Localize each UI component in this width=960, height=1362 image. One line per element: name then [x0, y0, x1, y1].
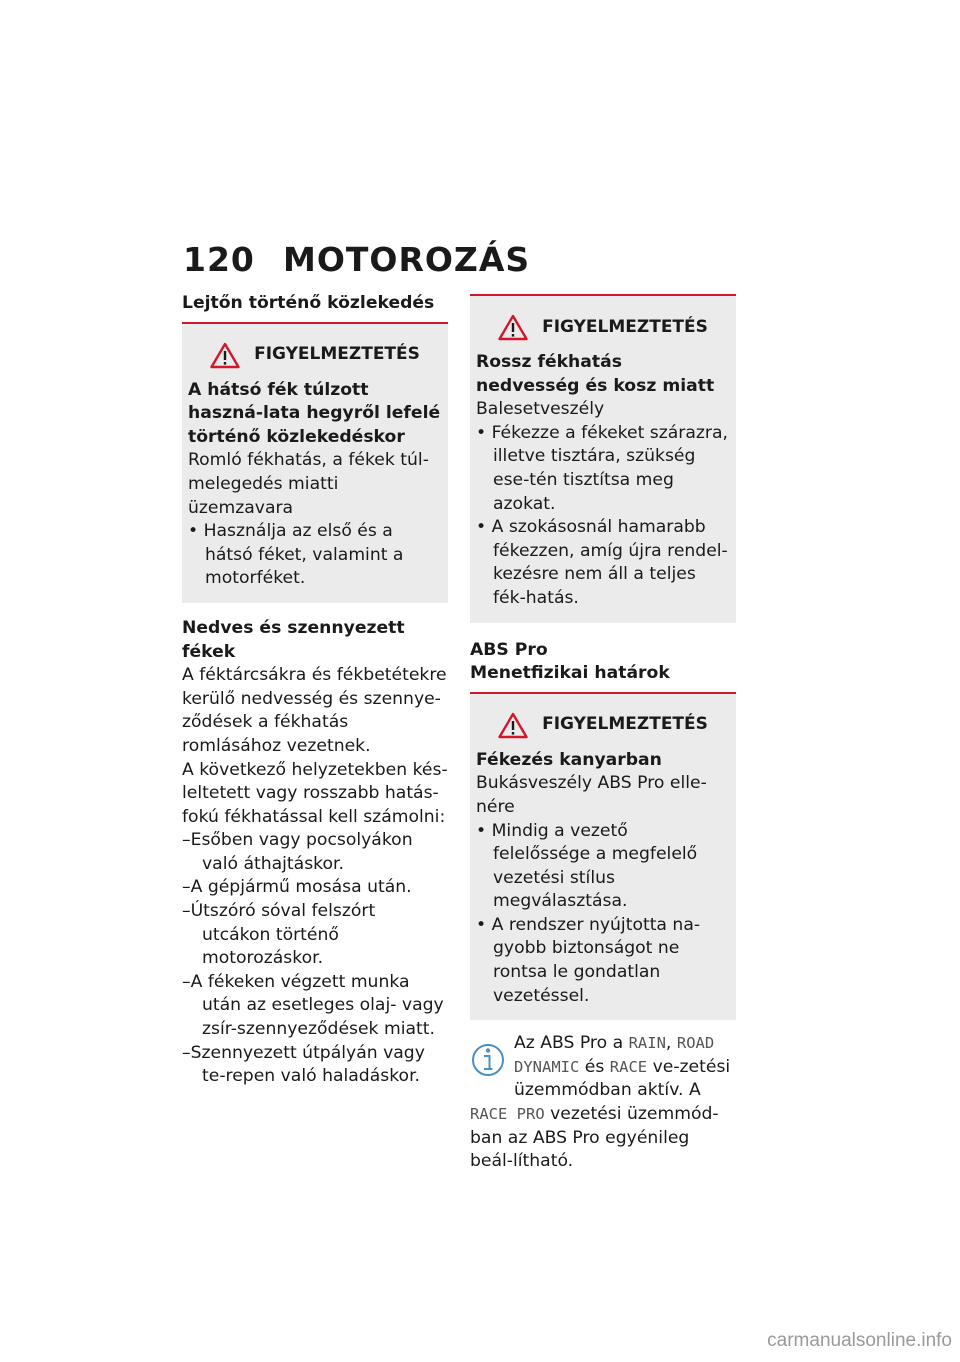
warning-box-rear-brake [182, 322, 448, 603]
watermark[interactable]: carmanualsonline.info [767, 1330, 952, 1351]
list-item: –A fékeken végzett munka után az esetleges olaj- vagy zsír-szennyeződések miatt. [182, 971, 444, 1040]
warning-body: Balesetveszély [476, 399, 605, 420]
warning-headline: Fékezés kanyarban [476, 749, 662, 770]
warning-body: Bukásveszély ABS Pro elle-nére [476, 773, 707, 817]
page-number: 120 [183, 240, 255, 279]
section-title-physics-limits: Menetfizikai határok [470, 663, 670, 684]
warning-bullets [476, 820, 730, 1009]
list-item: –Esőben vagy pocsolyákon való áthajtáskor. [182, 830, 413, 874]
left-column [182, 292, 448, 1089]
warning-body: Romló fékhatás, a fékek túl-melegedés miatti üzemzavara [188, 450, 429, 518]
warning-triangle-icon [498, 314, 528, 341]
section-title-downhill: Lejtőn történő közlekedés [182, 293, 435, 313]
list-item: • Használja az első és a hátsó féket, valamint a motorféket. [188, 521, 404, 589]
warning-box-cornering [470, 692, 736, 1021]
section-title-abs-pro: ABS Pro [470, 639, 548, 660]
warning-triangle-icon [498, 712, 528, 739]
warning-title: FIGYELMEZTETÉS [476, 314, 730, 341]
chapter-title: MOTOROZÁS [283, 240, 531, 279]
list-item: –Szennyezett útpályán vagy te-repen való haladáskor. [182, 1042, 425, 1087]
info-icon [470, 1036, 506, 1082]
warning-bullets [188, 520, 442, 591]
list-item: • Mindig a vezető felelőssége a megfelelő vezetési stílus megválasztása. [476, 820, 698, 912]
warning-box-wet-brakes [470, 294, 736, 623]
paragraph: A féktárcsákra és fékbetétekre kerülő nedvesség és szennye-ződések a fékhatás romlásához vezetnek. [182, 665, 447, 756]
warning-headline: A hátsó fék túlzott haszná-lata hegyről lefelé történő közlekedéskor [188, 379, 441, 447]
warning-title: FIGYELMEZTETÉS [476, 712, 730, 739]
warning-headline: Rossz fékhatás nedvesség és kosz miatt [476, 352, 715, 396]
paragraph: A következő helyzetekben kés-leltetett vagy rosszabb hatás-fokú fékhatással kell számolni: [182, 759, 448, 827]
warning-title: FIGYELMEZTETÉS [188, 342, 442, 369]
list-item: • A rendszer nyújtotta na-gyobb biztonságot ne rontsa le gondatlan vezetéssel. [476, 914, 701, 1006]
warning-bullets [476, 422, 730, 611]
list-item: • A szokásosnál hamarabb fékezzen, amíg újra rendel-kezésre nem áll a teljes fék-hatás. [476, 517, 728, 608]
list-item: –A gépjármű mosása után. [182, 877, 412, 898]
section-title-wet-brakes: Nedves és szennyezett fékek [182, 617, 405, 662]
dash-list [182, 829, 448, 1089]
list-item: • Fékezze a fékeket szárazra, illetve tisztára, szükség ese-tén tisztítsa meg azokat. [476, 422, 728, 514]
right-column [470, 294, 736, 1174]
list-item: –Útszóró sóval felszórt utcákon történő motorozáskor. [182, 901, 376, 969]
page-header [183, 240, 530, 279]
info-note: Az ABS Pro a RAIN, ROAD DYNAMIC és RACE ve-zetési üzemmódban aktív. A RACE PRO vezetési üzemmód-ban az ABS Pro egyénileg beál-lítható. [470, 1033, 731, 1172]
warning-triangle-icon [210, 342, 240, 369]
